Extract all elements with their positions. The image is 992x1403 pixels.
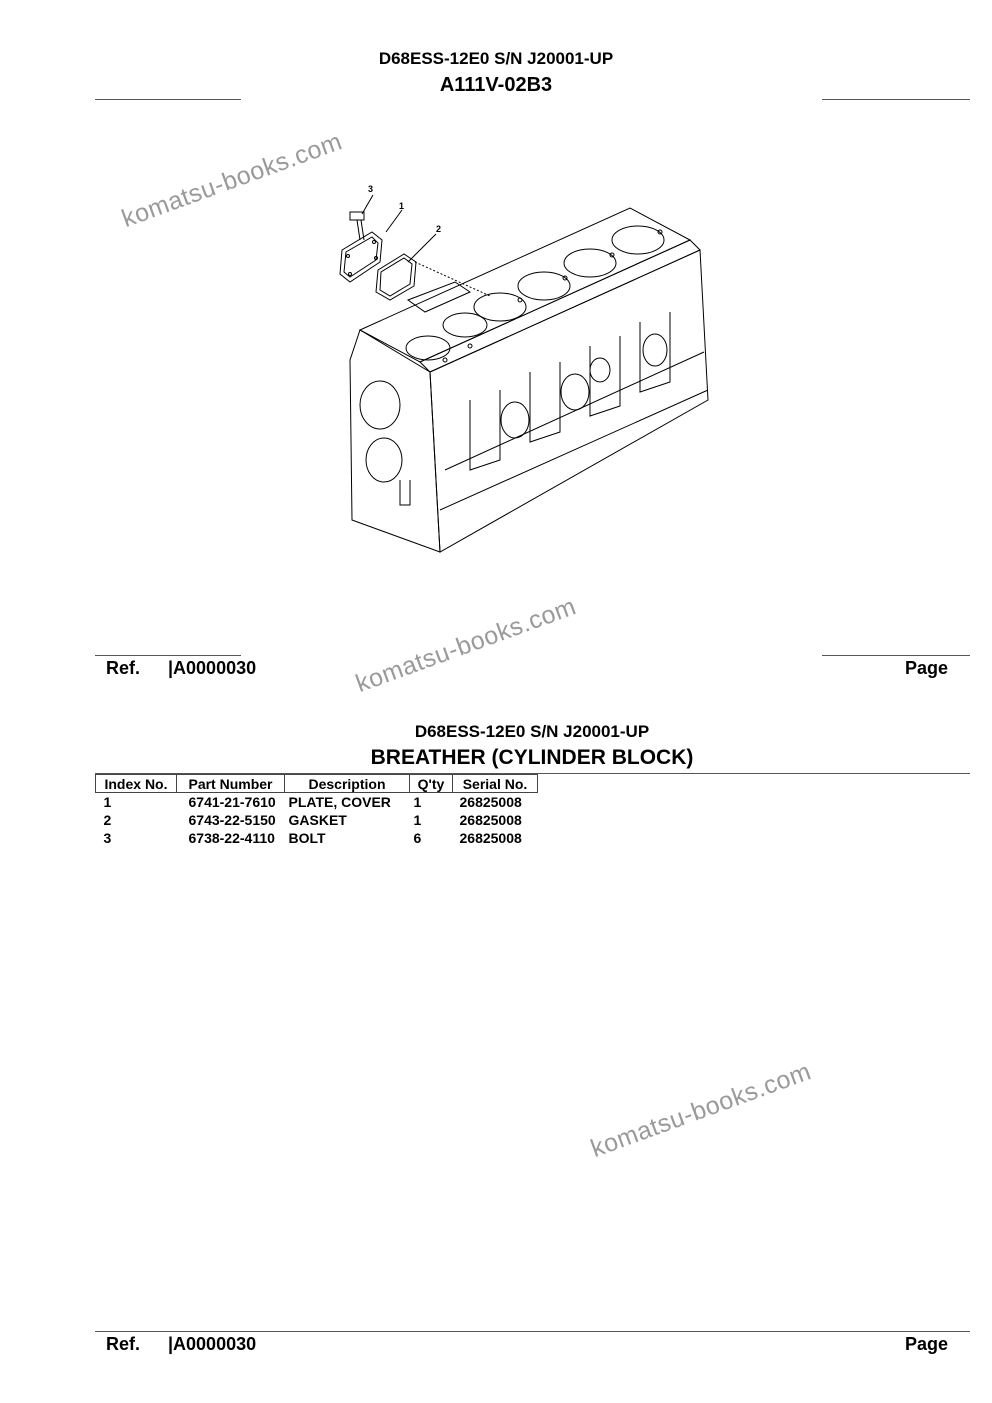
callout-1: 1	[399, 201, 405, 211]
col-header-index: Index No.	[96, 775, 177, 793]
cell-description: GASKET	[288, 812, 347, 828]
engine-block	[350, 208, 708, 552]
table-row	[96, 793, 538, 812]
bolt-part	[350, 212, 364, 240]
cell-index: 3	[103, 830, 112, 846]
cell-description: PLATE, COVER	[288, 794, 391, 810]
cylinder-block-illustration	[0, 0, 992, 700]
col-header-serial: Serial No.	[453, 775, 538, 793]
figure-ref-label: Ref.	[106, 658, 141, 678]
col-header-part-number: Part Number	[177, 775, 285, 793]
cell-serial: 26825008	[459, 830, 522, 846]
col-header-description: Description	[285, 775, 410, 793]
callout-2: 2	[436, 224, 442, 234]
cell-part-number: 6743-22-5150	[188, 812, 276, 828]
watermark: komatsu-books.com	[587, 1057, 815, 1164]
watermark: komatsu-books.com	[118, 127, 346, 234]
model-title: D68ESS-12E0 S/N J20001-UP	[378, 49, 614, 68]
callout-3: 3	[368, 184, 374, 194]
cell-serial: 26825008	[459, 812, 522, 828]
parts-table	[95, 774, 538, 847]
parts-table-header	[96, 775, 538, 793]
table-row	[96, 811, 538, 829]
cell-part-number: 6741-21-7610	[188, 794, 276, 810]
cell-index: 1	[103, 794, 112, 810]
cell-description: BOLT	[288, 830, 326, 846]
gasket-part	[376, 254, 416, 300]
watermark: komatsu-books.com	[352, 592, 580, 699]
figure-page-label: Page	[905, 658, 949, 678]
cell-qty: 1	[413, 794, 422, 810]
cover-plate-part	[340, 232, 382, 282]
figure-footer-rule-right	[822, 655, 970, 656]
section-model-title: D68ESS-12E0 S/N J20001-UP	[414, 722, 650, 741]
cell-qty: 6	[413, 830, 422, 846]
table-row	[96, 829, 538, 847]
figure-footer-rule-left	[95, 655, 241, 656]
section-title: BREATHER (CYLINDER BLOCK)	[370, 746, 694, 769]
page-footer-rule	[95, 1331, 970, 1332]
figure-ref-value: |A0000030	[168, 658, 257, 678]
cell-qty: 1	[413, 812, 422, 828]
figure-code: A111V-02B3	[439, 74, 553, 96]
page-page-label: Page	[905, 1334, 949, 1354]
col-header-qty: Q'ty	[410, 775, 453, 793]
cell-index: 2	[103, 812, 112, 828]
page-ref-value: |A0000030	[168, 1334, 257, 1354]
cell-part-number: 6738-22-4110	[188, 830, 275, 846]
page-ref-label: Ref.	[106, 1334, 141, 1354]
cell-serial: 26825008	[459, 794, 522, 810]
